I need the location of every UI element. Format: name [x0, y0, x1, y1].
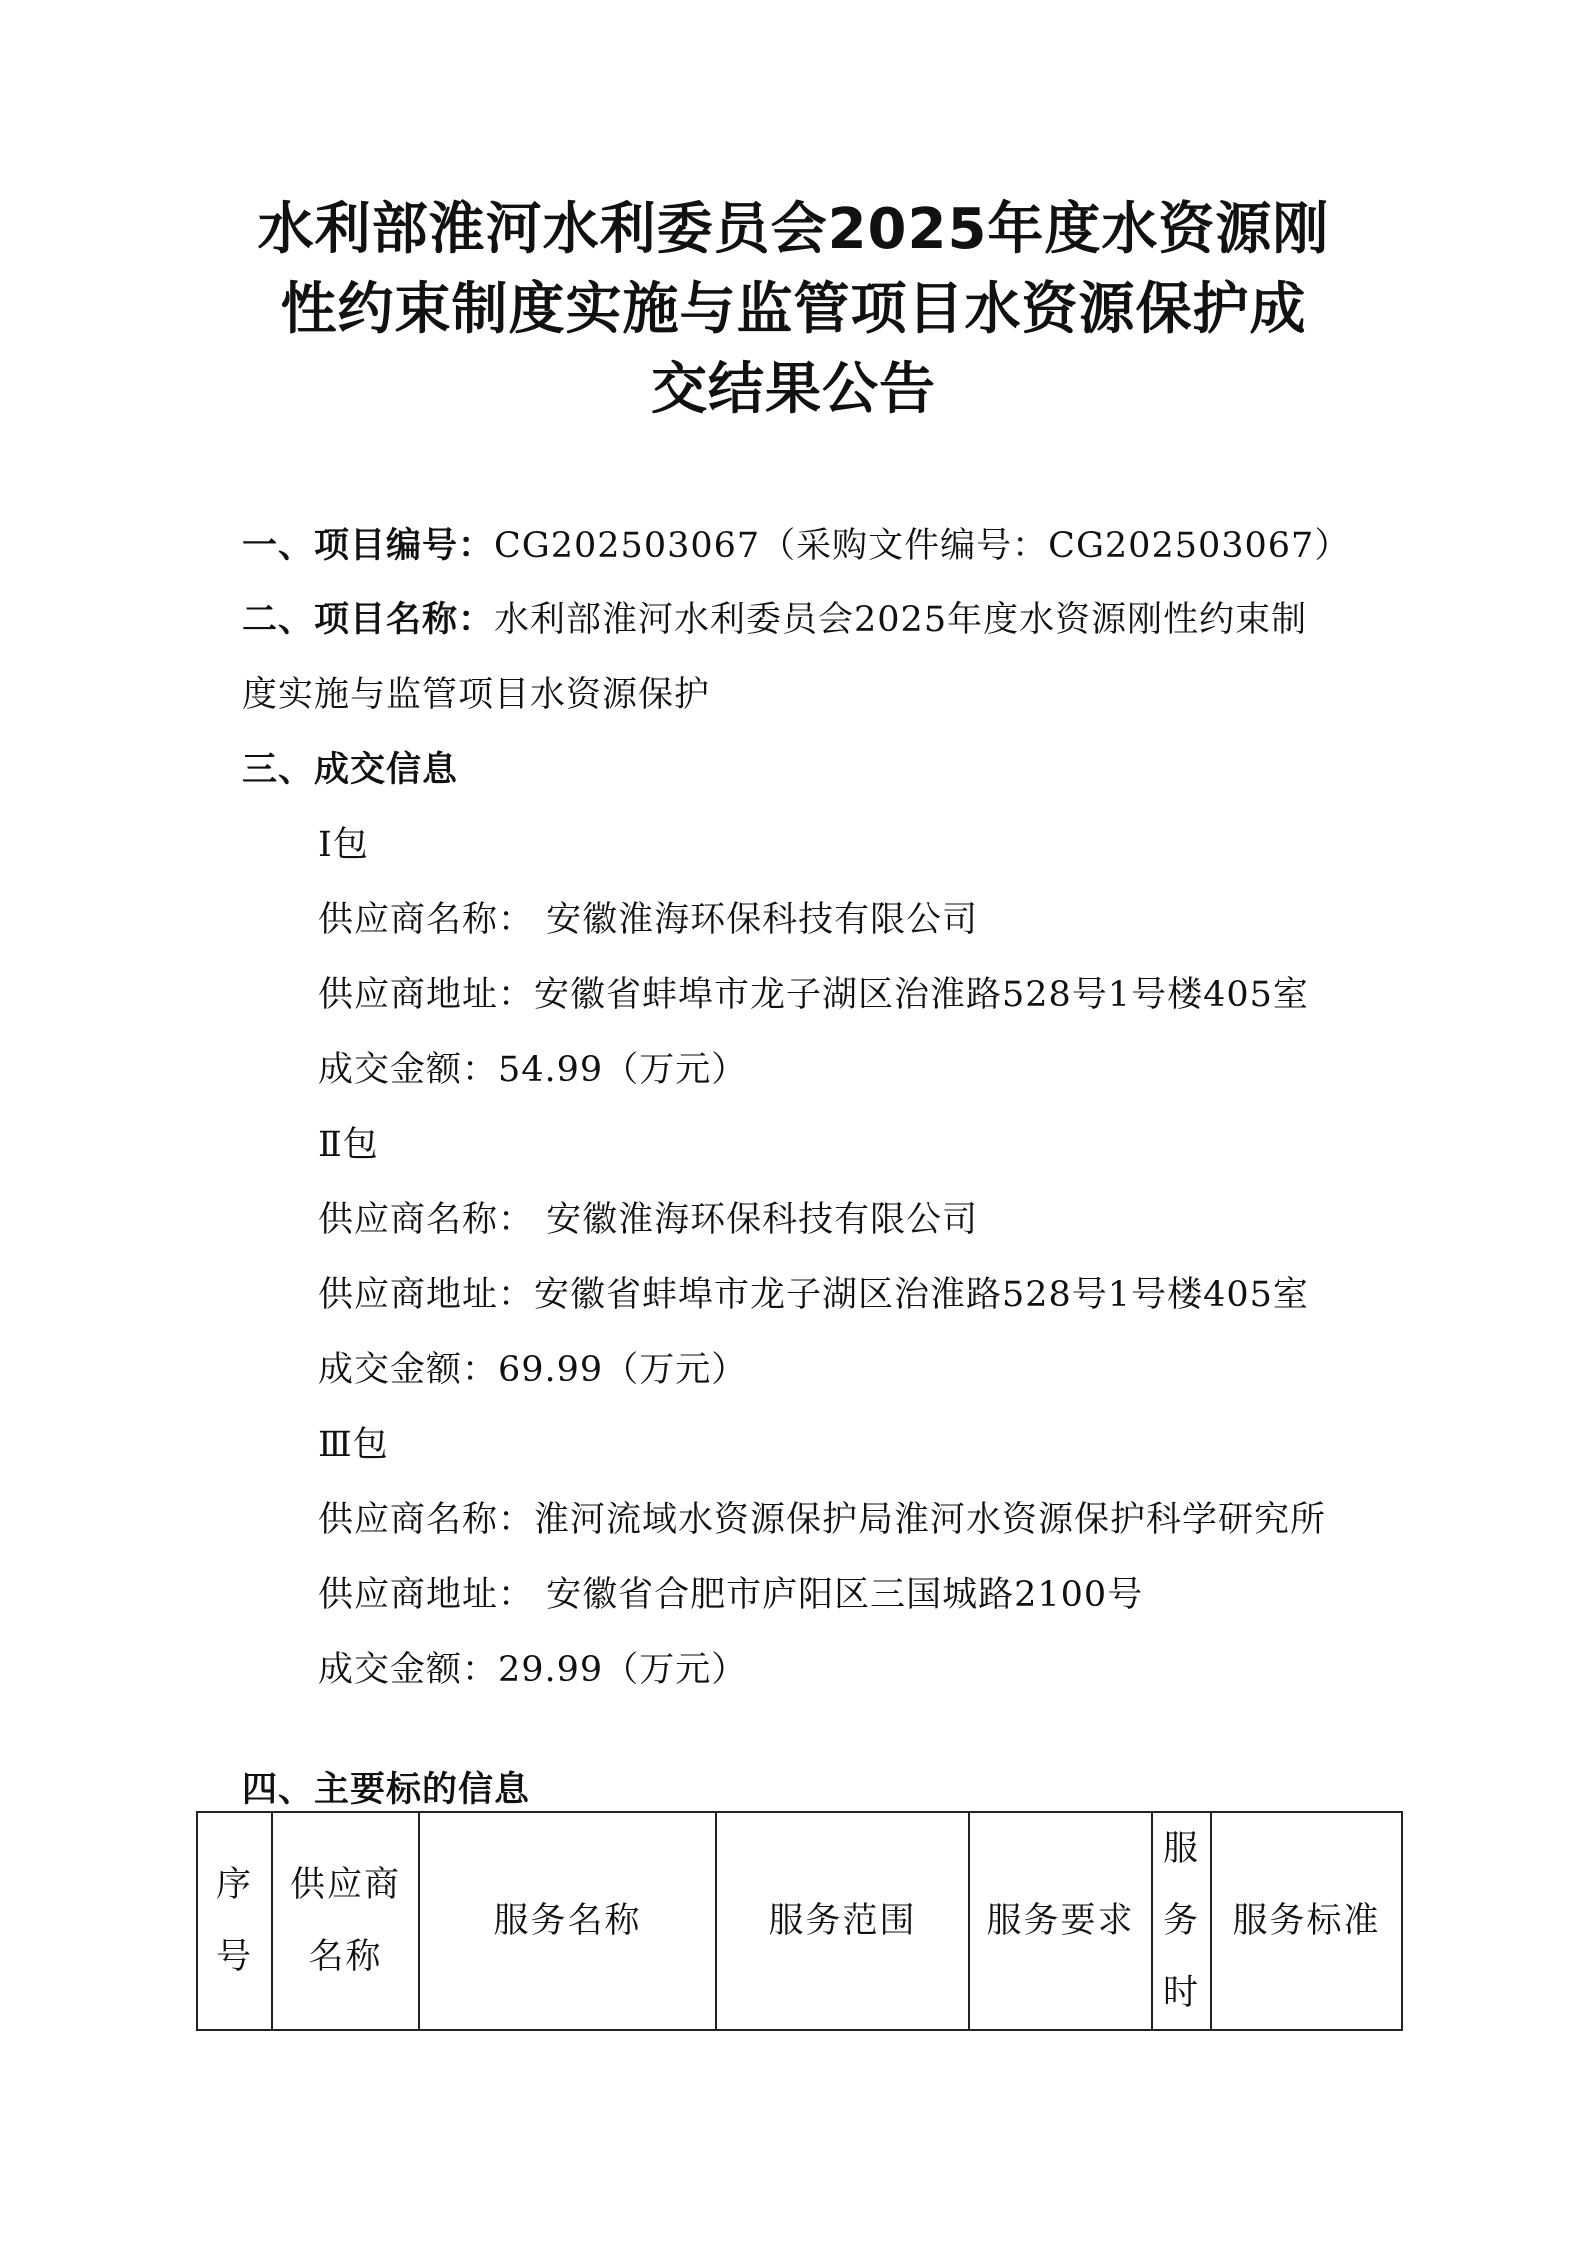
header-seq [197, 1812, 272, 2030]
header-supplier [272, 1812, 419, 2030]
header-seq-line-1: 序 [215, 1865, 253, 1905]
project-number-row [242, 518, 1350, 568]
package-3-name: Ⅲ包 [318, 1425, 389, 1465]
package-2-supplier-address: 供应商地址：安徽省蚌埠市龙子湖区治淮路528号1号楼405室 [318, 1275, 1309, 1315]
package-2-amount: 成交金额：69.99（万元） [318, 1350, 748, 1390]
header-supplier-line-1: 供应商 [289, 1865, 401, 1905]
deal-info-heading: 三、成交信息 [242, 750, 459, 790]
header-service-time [1152, 1812, 1211, 2030]
header-service-scope: 服务范围 [716, 1812, 969, 2030]
header-seq-line-2: 号 [215, 1937, 253, 1977]
title-line-2: 性约束制度实施与监管项目水资源保护成 [280, 277, 1307, 342]
header-service-time-line-3: 时 [1162, 1973, 1200, 2013]
package-1-amount: 成交金额：54.99（万元） [318, 1050, 748, 1090]
package-1-name: Ⅰ包 [318, 825, 369, 865]
package-2-supplier-name: 供应商名称： 安徽淮海环保科技有限公司 [318, 1200, 979, 1240]
package-1-supplier-name: 供应商名称： 安徽淮海环保科技有限公司 [318, 900, 979, 940]
title-line-3: 交结果公告 [651, 357, 936, 422]
header-service-name: 服务名称 [419, 1812, 716, 2030]
table-header-row [197, 1812, 1402, 2030]
project-name-value-line-1: 水利部淮河水利委员会2025年度水资源刚性约束制 [494, 600, 1308, 640]
header-supplier-line-2: 名称 [308, 1937, 383, 1977]
main-subject-heading: 四、主要标的信息 [242, 1770, 531, 1810]
header-service-requirement: 服务要求 [969, 1812, 1152, 2030]
header-service-time-line-2: 务 [1162, 1901, 1200, 1941]
header-service-standard: 服务标准 [1211, 1812, 1402, 2030]
header-service-time-line-1: 服 [1162, 1829, 1200, 1869]
package-3-amount: 成交金额：29.99（万元） [318, 1650, 748, 1690]
project-name-label: 二、项目名称： [242, 600, 495, 640]
project-name-value-line-2: 度实施与监管项目水资源保护 [242, 675, 711, 715]
package-3-supplier-name: 供应商名称：淮河流域水资源保护局淮河水资源保护科学研究所 [318, 1500, 1327, 1540]
title-line-1: 水利部淮河水利委员会2025年度水资源刚 [257, 197, 1330, 262]
project-number-value: CG202503067（采购文件编号：CG202503067） [494, 526, 1351, 566]
project-name-row [242, 592, 1307, 642]
main-subject-table [196, 1811, 1403, 2031]
package-1-supplier-address: 供应商地址：安徽省蚌埠市龙子湖区治淮路528号1号楼405室 [318, 975, 1309, 1015]
package-3-supplier-address: 供应商地址： 安徽省合肥市庐阳区三国城路2100号 [318, 1575, 1144, 1615]
project-number-label: 一、项目编号： [242, 526, 495, 566]
package-2-name: Ⅱ包 [318, 1125, 379, 1165]
document-title [200, 190, 1387, 430]
